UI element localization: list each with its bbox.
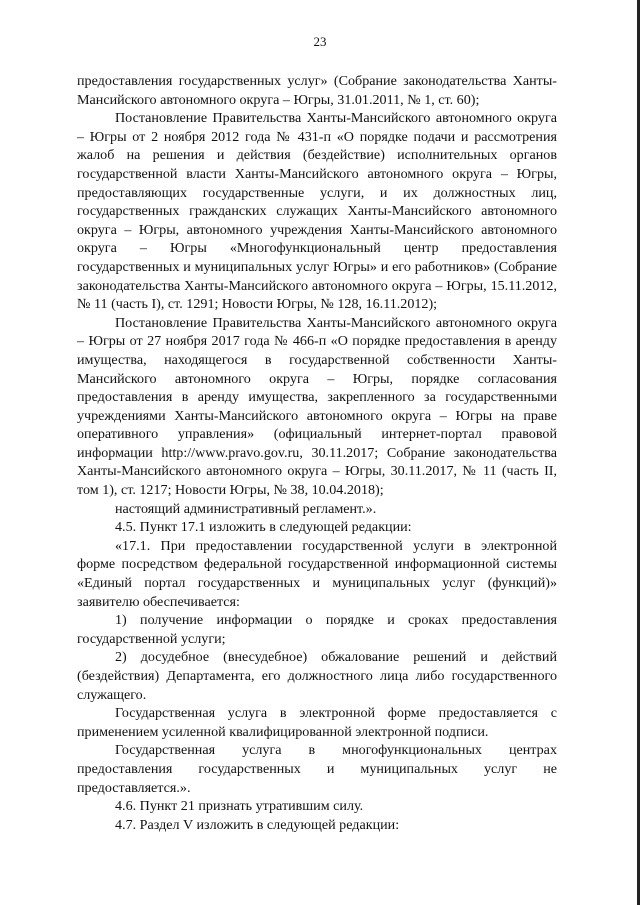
paragraph-electronic-signature: Государственная услуга в электронной форме предоставляется с применением усиленной квалифицированной электронной подписи. bbox=[77, 705, 557, 740]
paragraph-subitem-2: 2) досудебное (внесудебное) обжалование решений и действий (бездействия) Департамента, его должностного лица либо государственного служащего. bbox=[77, 649, 557, 703]
document-body bbox=[77, 72, 557, 834]
paragraph-regulation: настоящий административный регламент.». bbox=[115, 500, 377, 517]
paragraph-item-4-5: 4.5. Пункт 17.1 изложить в следующей редакции: bbox=[115, 519, 412, 536]
paragraph-item-4-7: 4.7. Раздел V изложить в следующей редакции: bbox=[115, 816, 400, 833]
paragraph-resolution-431p: Постановление Правительства Ханты-Мансийского автономного округа – Югры от 2 ноября 2012 года № 431-п «О порядке подачи и рассмотрения жалоб на решения и действия (бездействие) исполнительных органов государственной власти Ханты-Мансийского автономного округа – Югры, предоставляющих государственные услуги, и их должностных лиц, государственных гражданских служащих Ханты-Мансийского автономного округа – Югры, автономного учреждения Ханты-Мансийского автономного округа – Югры «Многофункциональный центр предоставления государственных и муниципальных услуг Югры» и его работников» (Собрание законодательства Ханты-Мансийского автономного округа – Югры, 15.11.2012, № 11 (часть I), ст. 1291; Новости Югры, № 128, 16.11.2012); bbox=[77, 110, 557, 313]
paragraph-item-17-1: «17.1. При предоставлении государственной услуги в электронной форме посредством федеральной государственной информационной системы «Единый портал государственных и муниципальных услуг (функций)» заявителю обеспечивается: bbox=[77, 537, 557, 610]
paragraph-mfc: Государственная услуга в многофункциональных центрах предоставления государственных и муниципальных услуг не предоставляется.». bbox=[77, 742, 557, 796]
paragraph-continuation: предоставления государственных услуг» (Собрание законодательства Ханты-Мансийского автономного округа – Югры, 31.01.2011, № 1, ст. 60); bbox=[77, 73, 557, 108]
paragraph-resolution-466p: Постановление Правительства Ханты-Мансийского автономного округа – Югры от 27 ноября 2017 года № 466-п «О порядке предоставления в аренду имущества, находящегося в государственной собственности Ханты-Мансийского автономного округа – Югры, порядке согласования предоставления в аренду имущества, закрепленного за государственными учреждениями Ханты-Мансийского автономного округа – Югры на праве оперативного управления» (официальный интернет-портал правовой информации http://www.pravo.gov.ru, 30.11.2017; Собрание законодательства Ханты-Мансийского автономного округа – Югры, 30.11.2017, № 11 (часть II, том 1), ст. 1217; Новости Югры, № 38, 10.04.2018); bbox=[77, 314, 557, 499]
paragraph-item-4-6: 4.6. Пункт 21 признать утратившим силу. bbox=[115, 798, 364, 815]
page-number: 23 bbox=[313, 34, 327, 49]
paragraph-subitem-1: 1) получение информации о порядке и сроках предоставления государственной услуги; bbox=[77, 612, 557, 647]
